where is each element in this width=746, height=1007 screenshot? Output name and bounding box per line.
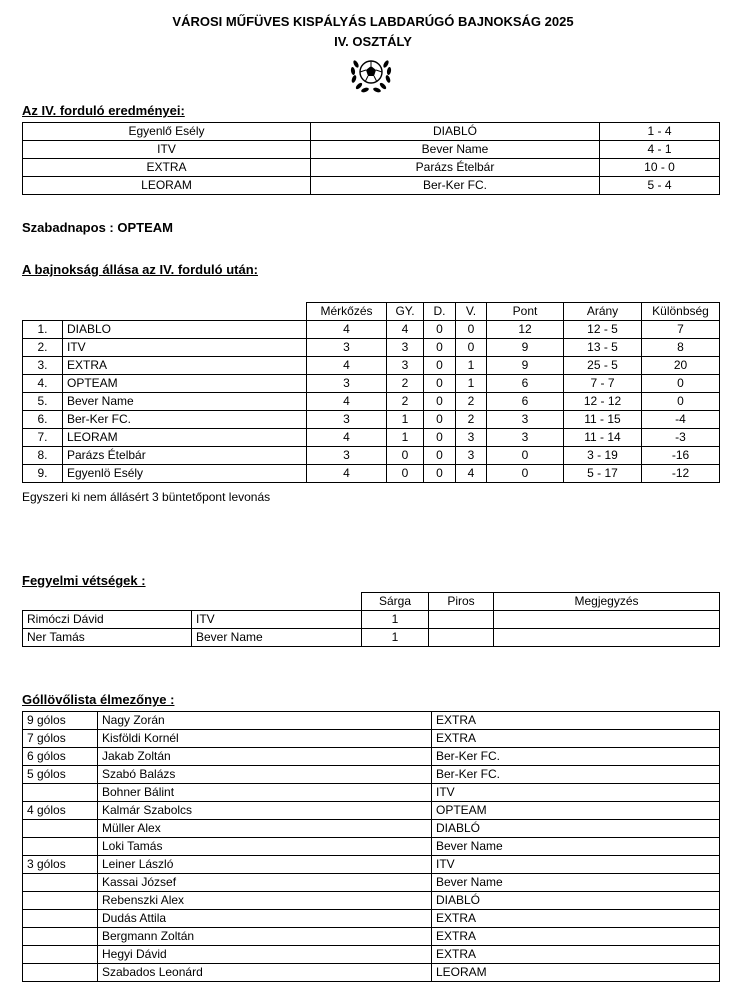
standings-row [23, 339, 720, 357]
goal-count [23, 910, 98, 928]
team-name: DIABLO [63, 321, 307, 339]
scorer-row [23, 928, 720, 946]
scorer-team: EXTRA [432, 928, 720, 946]
result-row [23, 123, 720, 141]
losses: 4 [456, 465, 487, 483]
scorer-name: Loki Tamás [98, 838, 432, 856]
goal-ratio: 12 - 12 [564, 393, 642, 411]
away-team: Parázs Ételbár [311, 159, 600, 177]
wins: 2 [387, 375, 424, 393]
col-piros: Piros [429, 593, 494, 611]
yellow-cards: 1 [362, 629, 429, 647]
matches: 3 [307, 411, 387, 429]
scorer-name: Jakab Zoltán [98, 748, 432, 766]
page-subtitle: IV. OSZTÁLY [334, 34, 412, 49]
matches: 4 [307, 465, 387, 483]
draws: 0 [424, 357, 456, 375]
goal-count [23, 874, 98, 892]
score: 5 - 4 [600, 177, 720, 195]
scorer-team: Bever Name [432, 838, 720, 856]
scorer-name: Nagy Zorán [98, 712, 432, 730]
results-heading: Az IV. forduló eredményei: [22, 103, 185, 118]
points: 12 [487, 321, 564, 339]
draws: 0 [424, 339, 456, 357]
goal-difference: 0 [642, 393, 720, 411]
scorer-team: Ber-Ker FC. [432, 748, 720, 766]
standings-row [23, 447, 720, 465]
goal-count [23, 838, 98, 856]
scorer-team: EXTRA [432, 730, 720, 748]
wins: 1 [387, 429, 424, 447]
goal-ratio: 13 - 5 [564, 339, 642, 357]
standings-row [23, 429, 720, 447]
team-name: Parázs Ételbár [63, 447, 307, 465]
team-name: Ber-Ker FC. [63, 411, 307, 429]
scorer-team: DIABLÓ [432, 820, 720, 838]
draws: 0 [424, 393, 456, 411]
col-kulonbseg: Különbség [642, 303, 720, 321]
draws: 0 [424, 375, 456, 393]
standings-row [23, 411, 720, 429]
goal-count: 6 gólos [23, 748, 98, 766]
matches: 4 [307, 357, 387, 375]
scorer-team: DIABLÓ [432, 892, 720, 910]
standings-header-empty [23, 303, 63, 321]
goal-difference: 7 [642, 321, 720, 339]
player-team: ITV [192, 611, 362, 629]
scorer-team: EXTRA [432, 712, 720, 730]
red-cards [429, 629, 494, 647]
discipline-header-empty [23, 593, 192, 611]
standings-row [23, 375, 720, 393]
scorer-row [23, 766, 720, 784]
draws: 0 [424, 321, 456, 339]
scorer-row [23, 892, 720, 910]
scorer-team: LEORAM [432, 964, 720, 982]
goal-count: 4 gólos [23, 802, 98, 820]
col-sarga: Sárga [362, 593, 429, 611]
scorer-row [23, 730, 720, 748]
goal-difference: -12 [642, 465, 720, 483]
scorer-name: Müller Alex [98, 820, 432, 838]
losses: 3 [456, 447, 487, 465]
wins: 1 [387, 411, 424, 429]
standings-header-empty [63, 303, 307, 321]
goal-difference: 0 [642, 375, 720, 393]
col-pont: Pont [487, 303, 564, 321]
discipline-row [23, 611, 720, 629]
goal-difference: 20 [642, 357, 720, 375]
standings-row [23, 321, 720, 339]
discipline-header-empty [192, 593, 362, 611]
scorer-name: Bergmann Zoltán [98, 928, 432, 946]
draws: 0 [424, 465, 456, 483]
scorer-team: Bever Name [432, 874, 720, 892]
scorer-team: EXTRA [432, 910, 720, 928]
points: 3 [487, 411, 564, 429]
scorer-name: Rebenszki Alex [98, 892, 432, 910]
scorer-row [23, 856, 720, 874]
goal-ratio: 11 - 15 [564, 411, 642, 429]
team-name: OPTEAM [63, 375, 307, 393]
scorer-row [23, 838, 720, 856]
goal-count: 7 gólos [23, 730, 98, 748]
team-name: EXTRA [63, 357, 307, 375]
scorer-row [23, 802, 720, 820]
scorer-team: Ber-Ker FC. [432, 766, 720, 784]
scorer-row [23, 910, 720, 928]
results-table [22, 122, 720, 195]
goal-ratio: 7 - 7 [564, 375, 642, 393]
home-team: EXTRA [23, 159, 311, 177]
away-team: Ber-Ker FC. [311, 177, 600, 195]
team-name: LEORAM [63, 429, 307, 447]
scorer-name: Bohner Bálint [98, 784, 432, 802]
bye-text: Szabadnapos : OPTEAM [22, 220, 173, 235]
col-d: D. [424, 303, 456, 321]
losses: 3 [456, 429, 487, 447]
result-row [23, 159, 720, 177]
losses: 1 [456, 375, 487, 393]
scorer-row [23, 748, 720, 766]
draws: 0 [424, 411, 456, 429]
scorer-row [23, 964, 720, 982]
away-team: Bever Name [311, 141, 600, 159]
losses: 0 [456, 339, 487, 357]
losses: 0 [456, 321, 487, 339]
soccer-ball-laurel-logo [343, 52, 399, 100]
standings-heading: A bajnokság állása az IV. forduló után: [22, 262, 258, 277]
standings-header-row [23, 303, 720, 321]
standings-table [22, 302, 720, 483]
goal-count [23, 820, 98, 838]
goal-count [23, 964, 98, 982]
losses: 2 [456, 411, 487, 429]
scorer-name: Leiner László [98, 856, 432, 874]
matches: 3 [307, 339, 387, 357]
remark [494, 629, 720, 647]
page-title: VÁROSI MŰFÜVES KISPÁLYÁS LABDARÚGÓ BAJNOKSÁG 2025 [172, 14, 574, 29]
discipline-table [22, 592, 720, 647]
goal-ratio: 3 - 19 [564, 447, 642, 465]
goal-count [23, 784, 98, 802]
yellow-cards: 1 [362, 611, 429, 629]
losses: 1 [456, 357, 487, 375]
discipline-heading: Fegyelmi vétségek : [22, 573, 146, 588]
goal-ratio: 5 - 17 [564, 465, 642, 483]
points: 0 [487, 465, 564, 483]
scorer-team: OPTEAM [432, 802, 720, 820]
position: 6. [23, 411, 63, 429]
player-team: Bever Name [192, 629, 362, 647]
points: 6 [487, 375, 564, 393]
wins: 3 [387, 339, 424, 357]
score: 4 - 1 [600, 141, 720, 159]
scorers-table [22, 711, 720, 982]
goal-difference: -4 [642, 411, 720, 429]
scorers-heading: Góllövőlista élmezőnye : [22, 692, 175, 707]
position: 2. [23, 339, 63, 357]
col-v: V. [456, 303, 487, 321]
standings-row [23, 465, 720, 483]
matches: 4 [307, 393, 387, 411]
scorer-row [23, 820, 720, 838]
scorer-row [23, 712, 720, 730]
goal-count: 3 gólos [23, 856, 98, 874]
goal-ratio: 25 - 5 [564, 357, 642, 375]
matches: 3 [307, 447, 387, 465]
scorer-team: EXTRA [432, 946, 720, 964]
scorer-name: Kalmár Szabolcs [98, 802, 432, 820]
remark [494, 611, 720, 629]
position: 5. [23, 393, 63, 411]
col-megjegyzes: Megjegyzés [494, 593, 720, 611]
discipline-header-row [23, 593, 720, 611]
wins: 3 [387, 357, 424, 375]
standings-row [23, 357, 720, 375]
home-team: LEORAM [23, 177, 311, 195]
team-name: Egyenlö Esély [63, 465, 307, 483]
draws: 0 [424, 429, 456, 447]
scorer-name: Szabó Balázs [98, 766, 432, 784]
goal-ratio: 11 - 14 [564, 429, 642, 447]
wins: 2 [387, 393, 424, 411]
wins: 0 [387, 447, 424, 465]
position: 9. [23, 465, 63, 483]
scorer-name: Kisföldi Kornél [98, 730, 432, 748]
scorer-name: Kassai József [98, 874, 432, 892]
draws: 0 [424, 447, 456, 465]
position: 3. [23, 357, 63, 375]
result-row [23, 141, 720, 159]
player-name: Ner Tamás [23, 629, 192, 647]
standings-row [23, 393, 720, 411]
points: 3 [487, 429, 564, 447]
scorer-team: ITV [432, 784, 720, 802]
position: 1. [23, 321, 63, 339]
discipline-row [23, 629, 720, 647]
wins: 0 [387, 465, 424, 483]
goal-count: 5 gólos [23, 766, 98, 784]
home-team: ITV [23, 141, 311, 159]
penalty-note: Egyszeri ki nem állásért 3 büntetőpont levonás [22, 490, 271, 504]
points: 0 [487, 447, 564, 465]
scorer-team: ITV [432, 856, 720, 874]
result-row [23, 177, 720, 195]
scorer-name: Hegyi Dávid [98, 946, 432, 964]
home-team: Egyenlő Esély [23, 123, 311, 141]
position: 8. [23, 447, 63, 465]
scorer-row [23, 946, 720, 964]
score: 1 - 4 [600, 123, 720, 141]
points: 9 [487, 357, 564, 375]
player-name: Rimóczi Dávid [23, 611, 192, 629]
red-cards [429, 611, 494, 629]
goal-ratio: 12 - 5 [564, 321, 642, 339]
col-merkozes: Mérkőzés [307, 303, 387, 321]
matches: 4 [307, 429, 387, 447]
position: 7. [23, 429, 63, 447]
goal-difference: -16 [642, 447, 720, 465]
points: 9 [487, 339, 564, 357]
matches: 3 [307, 375, 387, 393]
col-gy: GY. [387, 303, 424, 321]
goal-count [23, 928, 98, 946]
goal-difference: -3 [642, 429, 720, 447]
score: 10 - 0 [600, 159, 720, 177]
goal-count [23, 946, 98, 964]
scorer-row [23, 874, 720, 892]
points: 6 [487, 393, 564, 411]
team-name: Bever Name [63, 393, 307, 411]
goal-difference: 8 [642, 339, 720, 357]
col-arany: Arány [564, 303, 642, 321]
scorer-name: Dudás Attila [98, 910, 432, 928]
team-name: ITV [63, 339, 307, 357]
goal-count: 9 gólos [23, 712, 98, 730]
position: 4. [23, 375, 63, 393]
matches: 4 [307, 321, 387, 339]
wins: 4 [387, 321, 424, 339]
goal-count [23, 892, 98, 910]
scorer-name: Szabados Leonárd [98, 964, 432, 982]
scorer-row [23, 784, 720, 802]
away-team: DIABLÓ [311, 123, 600, 141]
losses: 2 [456, 393, 487, 411]
